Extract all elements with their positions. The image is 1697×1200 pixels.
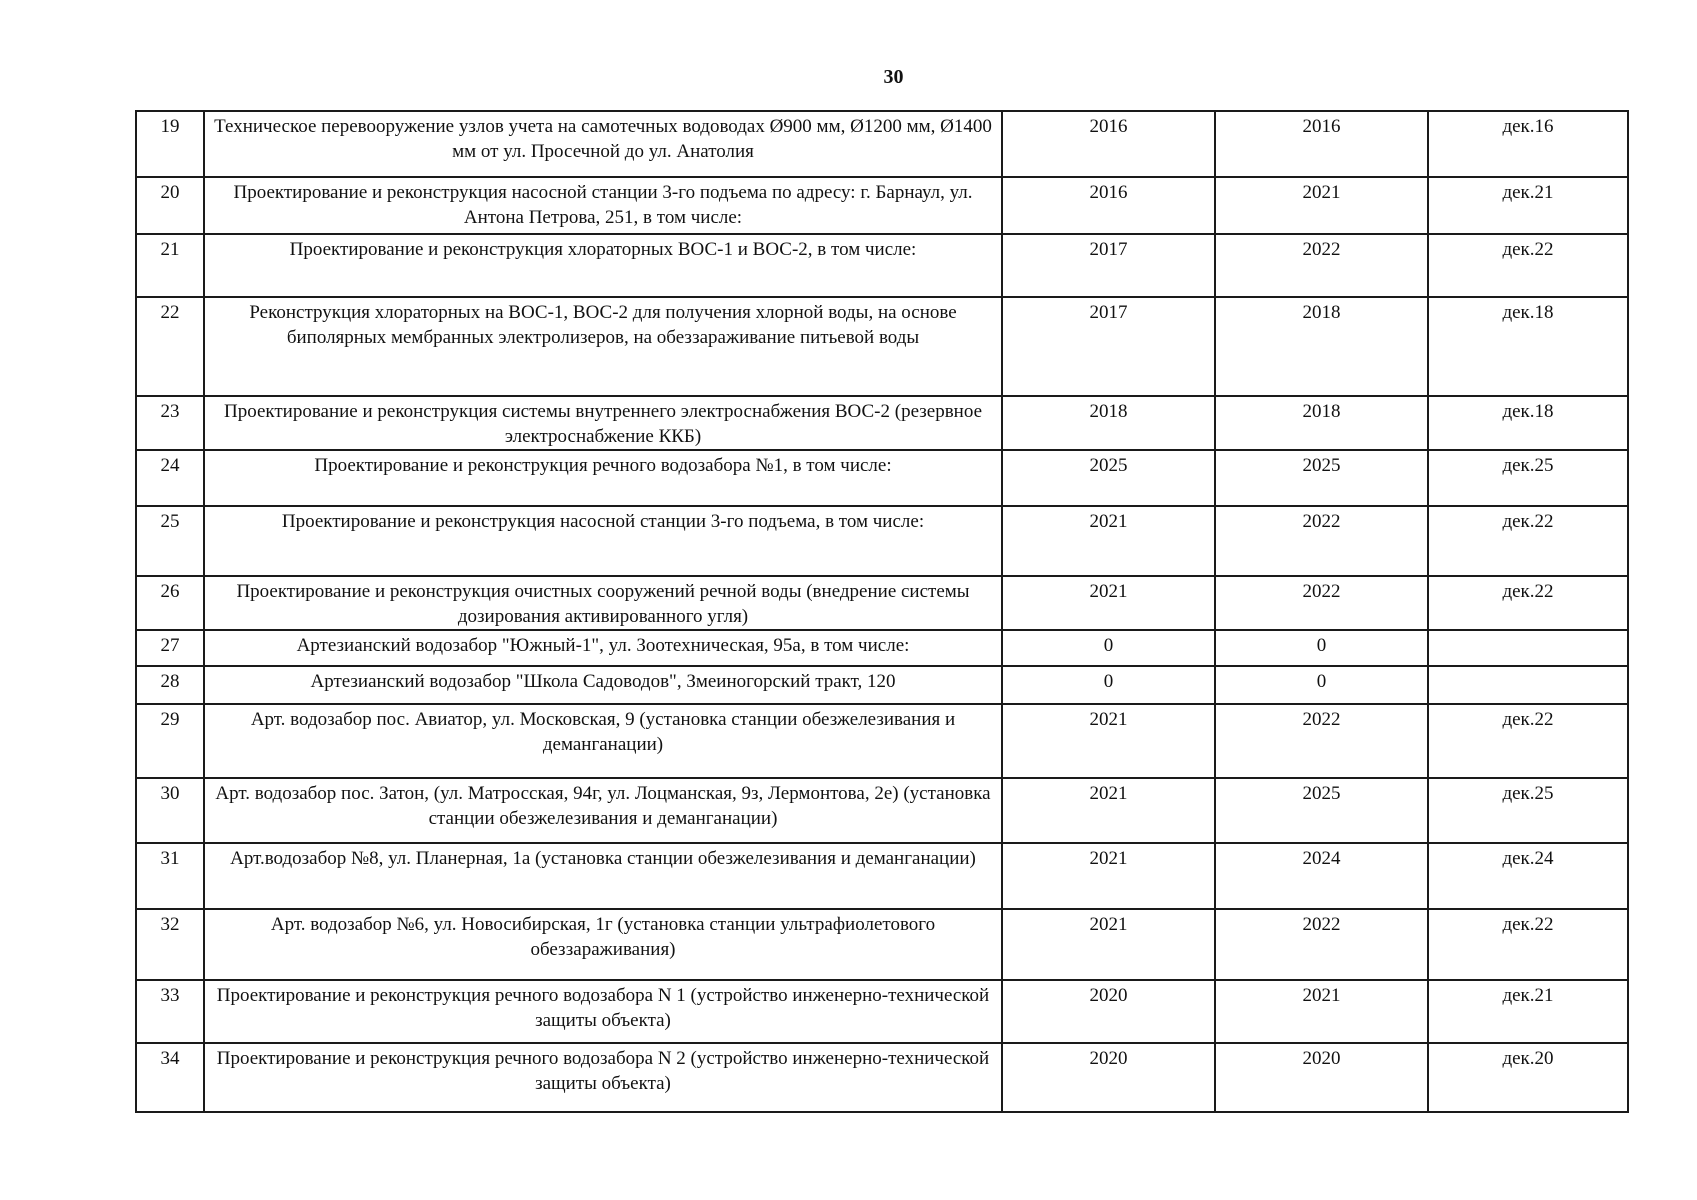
measure-name: Арт. водозабор пос. Авиатор, ул. Московская, 9 (установка станции обезжелезивания и деманганации) xyxy=(204,704,1002,778)
measure-name: Арт. водозабор пос. Затон, (ул. Матросская, 94г, ул. Лоцманская, 9з, Лермонтова, 2е) (установка станции обезжелезивания и деманганации) xyxy=(204,778,1002,843)
deadline: дек.22 xyxy=(1428,506,1628,576)
table-row xyxy=(136,843,1628,909)
end-year: 2022 xyxy=(1215,234,1428,297)
row-number: 30 xyxy=(136,778,204,843)
start-year: 2020 xyxy=(1002,980,1215,1043)
start-year: 2017 xyxy=(1002,297,1215,396)
start-year: 2021 xyxy=(1002,576,1215,630)
start-year: 2016 xyxy=(1002,177,1215,234)
deadline: дек.25 xyxy=(1428,778,1628,843)
end-year: 0 xyxy=(1215,630,1428,666)
row-number: 31 xyxy=(136,843,204,909)
start-year: 0 xyxy=(1002,666,1215,704)
table-row xyxy=(136,909,1628,980)
start-year: 2020 xyxy=(1002,1043,1215,1112)
end-year: 2022 xyxy=(1215,506,1428,576)
table-row xyxy=(136,778,1628,843)
start-year: 0 xyxy=(1002,630,1215,666)
row-number: 21 xyxy=(136,234,204,297)
measure-name: Проектирование и реконструкция речного водозабора N 2 (устройство инженерно-технической защиты объекта) xyxy=(204,1043,1002,1112)
row-number: 19 xyxy=(136,111,204,177)
measure-name: Арт.водозабор №8, ул. Планерная, 1а (установка станции обезжелезивания и деманганации) xyxy=(204,843,1002,909)
end-year: 2018 xyxy=(1215,396,1428,450)
row-number: 24 xyxy=(136,450,204,506)
row-number: 32 xyxy=(136,909,204,980)
measure-name: Проектирование и реконструкция хлораторных ВОС-1 и ВОС-2, в том числе: xyxy=(204,234,1002,297)
end-year: 2016 xyxy=(1215,111,1428,177)
table-row xyxy=(136,576,1628,630)
end-year: 2021 xyxy=(1215,177,1428,234)
table-row xyxy=(136,704,1628,778)
deadline: дек.18 xyxy=(1428,396,1628,450)
table-row xyxy=(136,450,1628,506)
row-number: 26 xyxy=(136,576,204,630)
row-number: 28 xyxy=(136,666,204,704)
page-number: 30 xyxy=(883,66,904,88)
start-year: 2017 xyxy=(1002,234,1215,297)
deadline: дек.22 xyxy=(1428,234,1628,297)
table-row xyxy=(136,177,1628,234)
deadline: дек.16 xyxy=(1428,111,1628,177)
table-row xyxy=(136,111,1628,177)
end-year: 2022 xyxy=(1215,909,1428,980)
table-row xyxy=(136,506,1628,576)
measure-name: Проектирование и реконструкция очистных сооружений речной воды (внедрение системы дозирования активированного угля) xyxy=(204,576,1002,630)
measure-name: Проектирование и реконструкция речного водозабора N 1 (устройство инженерно-технической защиты объекта) xyxy=(204,980,1002,1043)
start-year: 2021 xyxy=(1002,778,1215,843)
table-row xyxy=(136,396,1628,450)
deadline: дек.21 xyxy=(1428,177,1628,234)
end-year: 2021 xyxy=(1215,980,1428,1043)
deadline: дек.20 xyxy=(1428,1043,1628,1112)
deadline: дек.22 xyxy=(1428,704,1628,778)
end-year: 2025 xyxy=(1215,450,1428,506)
row-number: 20 xyxy=(136,177,204,234)
table-row xyxy=(136,297,1628,396)
start-year: 2021 xyxy=(1002,506,1215,576)
deadline: дек.25 xyxy=(1428,450,1628,506)
start-year: 2021 xyxy=(1002,843,1215,909)
end-year: 2018 xyxy=(1215,297,1428,396)
measure-name: Артезианский водозабор "Школа Садоводов", Змеиногорский тракт, 120 xyxy=(204,666,1002,704)
row-number: 33 xyxy=(136,980,204,1043)
measure-name: Техническое перевооружение узлов учета на самотечных водоводах Ø900 мм, Ø1200 мм, Ø1400 мм от ул. Просечной до ул. Анатолия xyxy=(204,111,1002,177)
end-year: 2022 xyxy=(1215,704,1428,778)
table-row xyxy=(136,630,1628,666)
deadline: дек.24 xyxy=(1428,843,1628,909)
measure-name: Проектирование и реконструкция насосной станции 3-го подъема по адресу: г. Барнаул, ул. Антона Петрова, 251, в том числе: xyxy=(204,177,1002,234)
end-year: 2022 xyxy=(1215,576,1428,630)
measure-name: Проектирование и реконструкция насосной станции 3-го подъема, в том числе: xyxy=(204,506,1002,576)
start-year: 2021 xyxy=(1002,704,1215,778)
measures-table xyxy=(135,110,1629,1113)
row-number: 29 xyxy=(136,704,204,778)
row-number: 22 xyxy=(136,297,204,396)
deadline: дек.18 xyxy=(1428,297,1628,396)
end-year: 2025 xyxy=(1215,778,1428,843)
end-year: 2020 xyxy=(1215,1043,1428,1112)
measure-name: Арт. водозабор №6, ул. Новосибирская, 1г (установка станции ультрафиолетового обеззараживания) xyxy=(204,909,1002,980)
measure-name: Проектирование и реконструкция системы внутреннего электроснабжения ВОС-2 (резервное электроснабжение ККБ) xyxy=(204,396,1002,450)
table-row xyxy=(136,1043,1628,1112)
start-year: 2021 xyxy=(1002,909,1215,980)
deadline: дек.22 xyxy=(1428,576,1628,630)
row-number: 34 xyxy=(136,1043,204,1112)
deadline: дек.21 xyxy=(1428,980,1628,1043)
deadline xyxy=(1428,630,1628,666)
measure-name: Реконструкция хлораторных на ВОС-1, ВОС-2 для получения хлорной воды, на основе биполярных мембранных электролизеров, на обеззараживание питьевой воды xyxy=(204,297,1002,396)
deadline: дек.22 xyxy=(1428,909,1628,980)
start-year: 2025 xyxy=(1002,450,1215,506)
measure-name: Артезианский водозабор "Южный-1", ул. Зоотехническая, 95а, в том числе: xyxy=(204,630,1002,666)
table-row xyxy=(136,234,1628,297)
start-year: 2016 xyxy=(1002,111,1215,177)
row-number: 23 xyxy=(136,396,204,450)
table-row xyxy=(136,980,1628,1043)
table-row xyxy=(136,666,1628,704)
row-number: 25 xyxy=(136,506,204,576)
measure-name: Проектирование и реконструкция речного водозабора №1, в том числе: xyxy=(204,450,1002,506)
start-year: 2018 xyxy=(1002,396,1215,450)
end-year: 0 xyxy=(1215,666,1428,704)
deadline xyxy=(1428,666,1628,704)
row-number: 27 xyxy=(136,630,204,666)
end-year: 2024 xyxy=(1215,843,1428,909)
